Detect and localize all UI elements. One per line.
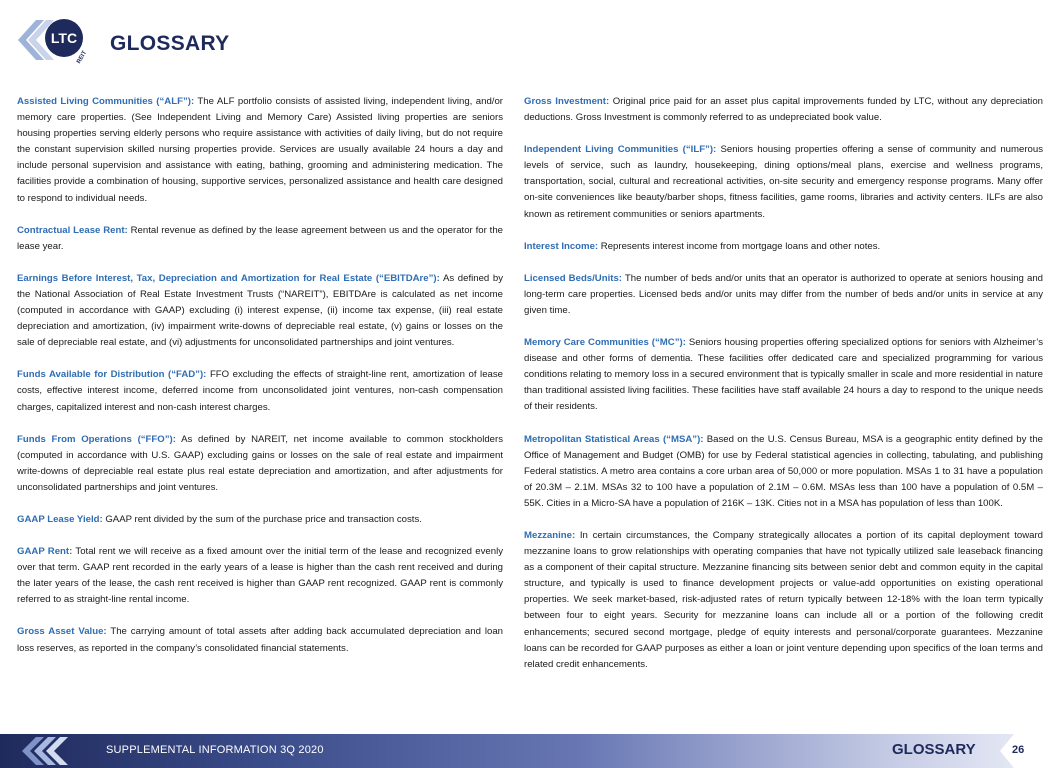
glossary-definition: Represents interest income from mortgage loans and other notes. (600, 240, 881, 252)
logo-subtext: REIT (76, 50, 89, 65)
glossary-definition: Rental revenue as defined by the lease agreement between us and the operator for the lease year. (17, 224, 503, 252)
glossary-term: Gross Asset Value: (17, 626, 107, 638)
glossary-entry (524, 528, 1043, 673)
page-header (0, 0, 1056, 80)
glossary-left-column (17, 94, 503, 673)
glossary-definition: As defined by the National Association of Real Estate Investment Trusts (“NAREIT”), EBITDAre is calculated as net income (computed in accordance with GAAP) excluding (i) interest expense, (ii) income tax expense, (iii) real estate depreciation and amortization, (iv) impairment write-downs of depreciable real estate, (v) gains or losses on the sale of depreciable real estate, and (vi) adjustments for unconsolidated partnerships and joint ventures. (17, 272, 504, 349)
glossary-term: Earnings Before Interest, Tax, Depreciation and Amortization for Real Estate (“EBITDAre”): (17, 272, 440, 284)
glossary-entry (524, 142, 1043, 222)
glossary-entry (17, 544, 503, 608)
page-number: 26 (1012, 744, 1025, 756)
logo-text: LTC (50, 30, 78, 46)
glossary-definition: As defined by NAREIT, net income available to common stockholders (computed in accordance with U.S. GAAP) excluding gains or losses on the sale of real estate and impairment write-downs of depreciable real estate plus real estate depreciation and amortization, and after adjustments for unconsolidated partnerships and joint ventures. (17, 433, 504, 493)
glossary-entry (524, 271, 1043, 319)
glossary-term: Gross Investment: (524, 96, 610, 107)
glossary-definition: FFO excluding the effects of straight-line rent, amortization of lease costs, effective interest income, deferred income from unconsolidated joint ventures, non-cash compensation charges, capitalized interest and non-cash interest charges. (17, 369, 503, 413)
glossary-entry (17, 512, 503, 528)
glossary-entry (17, 624, 503, 656)
glossary-entry (17, 223, 503, 255)
glossary-term: Assisted Living Communities (“ALF”): (17, 96, 195, 107)
glossary-right-column (524, 94, 1043, 689)
glossary-entry (17, 432, 503, 496)
glossary-term: Metropolitan Statistical Areas (“MSA”): (524, 433, 704, 445)
glossary-term: Contractual Lease Rent: (17, 224, 128, 236)
glossary-term: Memory Care Communities (“MC”): (524, 337, 686, 349)
footer-section-label: GLOSSARY (892, 741, 976, 758)
glossary-definition: Original price paid for an asset plus capital improvements funded by LTC, without any depreciation deductions. Gross Investment is commonly referred to as undepreciated book value. (524, 96, 1043, 124)
glossary-term: Independent Living Communities (“ILF”): (524, 144, 717, 156)
glossary-entry (17, 271, 503, 351)
ltc-reit-logo (14, 14, 98, 66)
glossary-term: Licensed Beds/Units: (524, 272, 622, 284)
chevron-left-icon (8, 736, 78, 766)
glossary-definition: GAAP rent divided by the sum of the purchase price and transaction costs. (105, 513, 422, 525)
glossary-term: GAAP Rent: (17, 546, 73, 558)
glossary-entry (524, 432, 1043, 512)
glossary-definition: Seniors housing properties offering a sense of community and numerous levels of service, such as laundry, housekeeping, dining options/meal plans, exercise and wellness programs, transportation, social, cultural and recreational activities, on-site security and emergency response programs. Many offer on-site conveniences like beauty/barber shops, fitness facilities, game rooms, libraries and activity centers. ILFs are also known as retirement communities or seniors apartments. (524, 144, 1043, 220)
glossary-term: Mezzanine: (524, 529, 576, 541)
glossary-definition: The ALF portfolio consists of assisted living, independent living, and/or memory care properties. (See Independent Living and Memory Care) Assisted living properties are seniors housing properties serving elderly persons who require assistance with activities of daily living, but do not require the constant supervision skilled nursing properties provide. Services are usually available 24 hours a day and include personal supervision and assistance with eating, bathing, grooming and administering medication. The facilities provide a combination of housing, supportive services, personalized assistance and health care designed to respond to individual needs. (17, 96, 503, 204)
glossary-entry (524, 239, 1043, 255)
glossary-term: Funds Available for Distribution (“FAD”): (17, 369, 207, 381)
page-title: GLOSSARY (110, 32, 230, 55)
glossary-entry (524, 94, 1043, 126)
glossary-entry (524, 335, 1043, 415)
glossary-definition: The carrying amount of total assets after adding back accumulated depreciation and loan loss reserves, as reported in the company’s consolidated financial statements. (17, 626, 503, 654)
footer-report-label: SUPPLEMENTAL INFORMATION 3Q 2020 (106, 744, 324, 756)
glossary-definition: Seniors housing properties offering specialized options for seniors with Alzheimer’s disease and other forms of dementia. These facilities offer dedicated care and specialized programming for various conditions relating to memory loss in a secured environment that is typically smaller in scale and more residential in nature than traditional assisted living facilities. These facilities have staff available 24 hours a day to respond to the unique needs of their residents. (524, 337, 1043, 413)
glossary-definition: Based on the U.S. Census Bureau, MSA is a geographic entity defined by the Office of Management and Budget (OMB) for use by Federal statistical agencies in collecting, tabulating, and publishing Federal statistics. A metro area contains a core urban area of 50,000 or more population. MSAs 1 to 31 have a population of 20.3M – 2.1M. MSAs 32 to 100 have a population of 2.1M – 0.6M. MSAs less than 100 have a population of 0.5M – 55K. Cities in a Micro-SA have a population of 216K – 13K. Cities not in a MSA has population of less than 100K. (524, 433, 1044, 509)
glossary-entry (17, 94, 503, 207)
glossary-definition: The number of beds and/or units that an operator is authorized to operate at seniors housing and long-term care properties. Licensed beds and/or units may differ from the number of beds and/or units in service at any given time. (524, 272, 1043, 316)
glossary-entry (17, 367, 503, 415)
page-footer (0, 734, 1056, 768)
glossary-term: Funds From Operations (“FFO”): (17, 433, 176, 445)
glossary-definition: Total rent we will receive as a fixed amount over the initial term of the lease and recognized evenly over that term. GAAP rent recorded in the early years of a lease is higher than the cash rent received and during the later years of the lease, the cash rent received is higher than GAAP rent recognized. GAAP rent is commonly referred to as straight-line rental income. (17, 546, 503, 606)
glossary-term: GAAP Lease Yield: (17, 513, 103, 525)
glossary-term: Interest Income: (524, 240, 599, 252)
glossary-definition: In certain circumstances, the Company strategically allocates a portion of its capital deployment toward mezzanine loans to grow relationships with operating companies that have not typically utilized sale leaseback financing as a component of their capital structure. Mezzanine financing sits between senior debt and common equity in the capital structure, and typically is used to finance development projects or value-add opportunities on existing operational properties. We seek market-based, risk-adjusted rates of return typically between 12-18% with the loan term typically between four to eight years. Security for mezzanine loans can include all or a portion of the following credit enhancements; secured second mortgage, pledge of equity interests and personal/corporate guarantees. Mezzanine loans can be recorded for GAAP purposes as either a loan or joint venture depending upon specifics of the loan terms and related credit enhancements. (524, 529, 1043, 670)
